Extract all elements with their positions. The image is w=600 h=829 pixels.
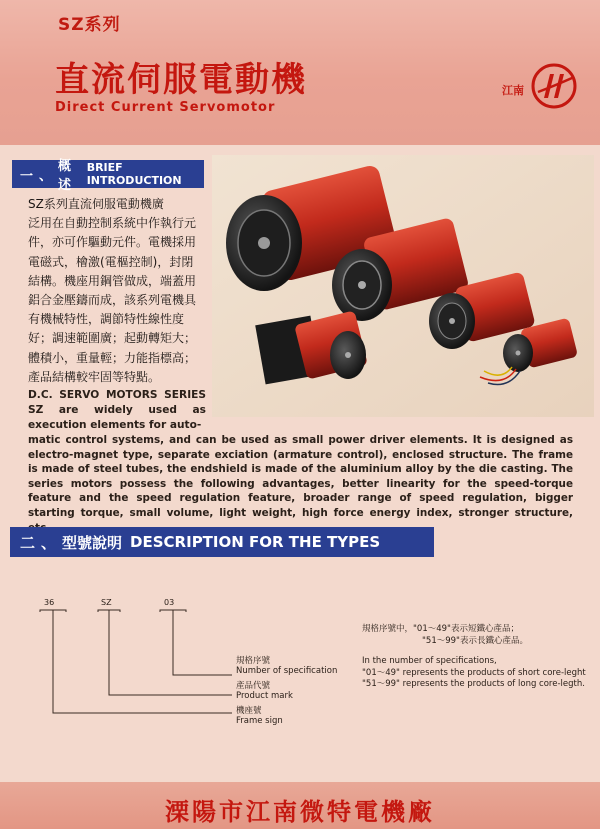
company-logo-icon [530,62,578,110]
code-product: SZ [101,598,112,607]
intro-cn-line: 有機械特性，調節特性線性度 [28,312,185,327]
intro-text-en-continued: matic control systems, and can be used as small power driver elements. It is designed as electro-magnet type, separate exciation (armature control), enclosed structure. The frame is made of steel tubes, the endshield is made of the aluminium alloy by the die casting. The series motors possess the following advantages, better linearity for the speed-torque feature and the speed regulation feature, broader range of speed regulation, bigger starting torque, small volume, light weight, high force energy index, stronger structure, [28,434,573,519]
notes-en: In the number of specifications, "01～49" represents the products of short core-leght "51～99" represents the products of long core-legth. [362,656,586,689]
label-frame: 機座號 Frame sign [236,706,283,726]
label-product: 產品代號 Product mark [236,681,293,701]
company-name: 溧陽市江南微特電機廠 [165,798,435,826]
page-title: 直流伺服電動機 [55,60,307,100]
code-spec: 03 [164,598,175,607]
intro-cn-line: 電磁式，檜激(電樞控制)，封閉 [28,254,194,269]
section-title-en: DESCRIPTION FOR THE TYPES [130,533,381,551]
code-frame: 36 [44,598,55,607]
logo-text: 江南 [502,84,524,97]
section-heading-types: 二 、 型號說明 DESCRIPTION FOR THE TYPES [10,527,434,557]
section-title-en: BRIEF INTRODUCTION [86,161,182,187]
section-number: 一 [20,168,34,184]
footer-banner [0,782,600,829]
section-number: 二 [20,533,36,552]
section-title-cn: 型號說明 [62,533,123,552]
product-photo [212,155,594,417]
model-code-diagram [0,580,600,740]
label-spec: 規格序號 Number of specification [236,656,338,676]
intro-cn-line: 產品結構較牢固等特點。 [28,369,161,384]
intro-text-en-start: D.C. SERVO MOTORS SERIES SZ are widely used as execution elements for auto- [28,389,206,431]
intro-cn-line: 鋁合金壓鑄而成，該系列電機具 [28,293,197,308]
intro-cn-line: 體積小，重量輕；力能指標高； [28,350,197,365]
page-subtitle: Direct Current Servomotor [55,100,276,115]
intro-cn-line: 好；調速範圍廣；起動轉矩大； [28,331,197,346]
intro-cn-line: 泛用在自動控制系統中作執行元 [28,216,197,231]
series-label: SZ系列 [58,15,121,35]
intro-text-cn [28,195,206,387]
notes-cn: 規格序號中，"01～49"表示短鐵心產品； "51～99"表示長鐵心產品。 [362,624,528,646]
intro-cn-line: 件，亦可作驅動元件。電機採用 [28,235,197,250]
section-heading-intro: 一 、 概述 BRIEF INTRODUCTION [12,160,204,188]
intro-cn-line: SZ系列直流伺服電動機廣 [28,197,164,211]
section-title-cn: 概述 [58,159,72,193]
header-banner [0,0,600,145]
intro-cn-line: 結構。機座用鋼管做成，端蓋用 [28,273,197,288]
